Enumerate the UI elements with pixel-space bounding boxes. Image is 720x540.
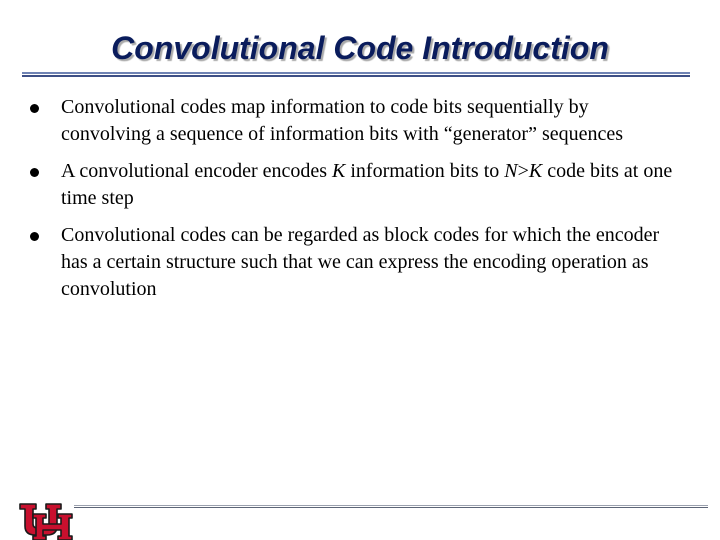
- bullet-text: A convolutional encoder encodes K information bits to N>K code bits at one time step: [61, 160, 673, 209]
- bullet-item: [30, 94, 680, 148]
- variable-k: K: [528, 160, 543, 182]
- uh-interlocking-logo-icon: [17, 500, 75, 540]
- bullet-dot-icon: [30, 104, 39, 113]
- bullet-list: [30, 94, 680, 313]
- bullet-text: Convolutional codes map information to code bits sequentially by convolving a sequence of information bits with “generator” sequences: [61, 96, 624, 145]
- variable-n: N: [504, 160, 518, 182]
- bullet-item: [30, 158, 680, 212]
- footer-divider: [74, 505, 708, 508]
- bullet-dot-icon: [30, 168, 39, 177]
- title-divider: [22, 72, 690, 78]
- bullet-dot-icon: [30, 232, 39, 241]
- bullet-text: Convolutional codes can be regarded as block codes for which the encoder has a certain structure such that we can express the encoding operation as convolution: [61, 224, 660, 300]
- slide-title: Convolutional Code Introduction: [111, 30, 609, 66]
- variable-k: K: [332, 160, 346, 182]
- bullet-item: [30, 222, 680, 303]
